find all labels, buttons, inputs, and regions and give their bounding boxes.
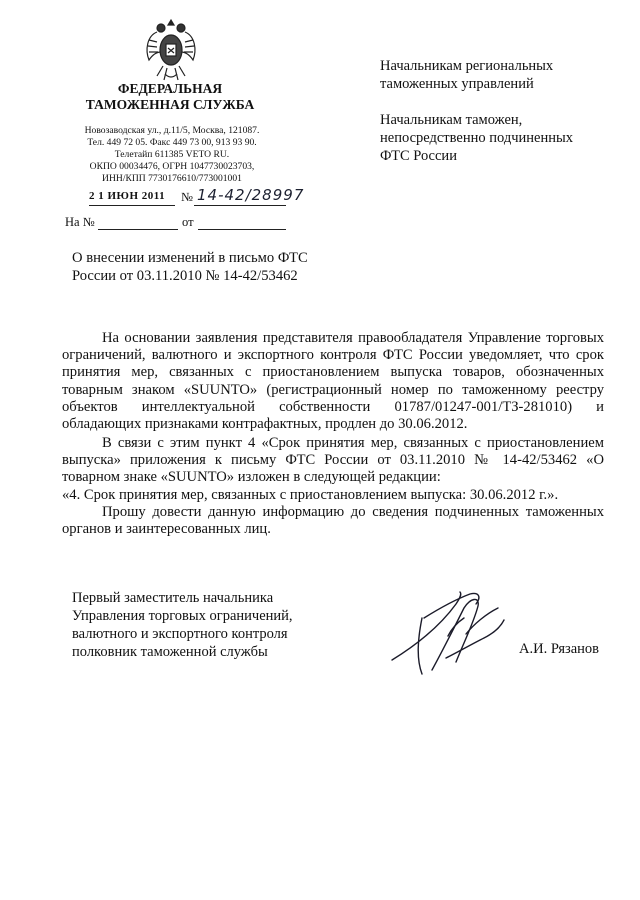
- letter-subject: О внесении изменений в письмо ФТС России от 03.11.2010 № 14-42/53462: [72, 250, 308, 284]
- number-underline: [194, 205, 286, 206]
- address-line: Телетайп 611385 VETO RU.: [114, 149, 230, 160]
- organization-name-line1: ФЕДЕРАЛЬНАЯ: [117, 81, 223, 96]
- signatory-title-line: Первый заместитель начальника: [72, 590, 274, 606]
- handwritten-signature-icon: [388, 578, 512, 682]
- outgoing-number: 14-42/28997: [197, 186, 305, 204]
- addressee-customs-line3: ФТС России: [380, 148, 457, 164]
- body-paragraph-3: «4. Срок принятия мер, связанных с приостановлением выпуска: 30.06.2012 г.».: [62, 487, 559, 503]
- date-underline: [89, 205, 175, 206]
- signatory-name: А.И. Рязанов: [519, 641, 600, 657]
- address-line: Тел. 449 72 05. Факс 449 73 00, 913 93 90.: [87, 137, 257, 148]
- organization-name-line2: ТАМОЖЕННАЯ СЛУЖБА: [85, 97, 255, 112]
- eagle-emblem-icon: [143, 16, 199, 84]
- signatory-title: [72, 589, 293, 661]
- body-paragraph-4: Прошу довести данную информацию до сведения подчиненных таможенных органов и заинтересованных лиц.: [62, 504, 604, 538]
- addressee-regional-line2: таможенных управлений: [380, 76, 534, 92]
- body-paragraph-1: На основании заявления представителя правообладателя Управление торговых ограничений, валютного и экспортного контроля ФТС России уведомляет, что срок принятия мер, связанных с приостановлением выпуска товаров, обозначенных товарным знаком «SUUNTO» (регистрационный номер по таможенному реестру объектов интеллектуальной собственности 01787/01247-001/ТЗ-281010) и обладающих признаками контрафактных, продлен до 30.06.2012.: [62, 330, 604, 433]
- date-stamp: 2 1 ИЮН 2011: [89, 190, 166, 202]
- ref-from-label: от: [182, 215, 194, 229]
- signatory-title-line: валютного и экспортного контроля: [72, 626, 288, 642]
- addressee-customs-line2: непосредственно подчиненных: [380, 130, 573, 146]
- number-sign: №: [181, 190, 193, 204]
- address-line: ИНН/КПП 7730176610/773001001: [102, 173, 242, 184]
- ref-number-underline: [98, 229, 178, 230]
- address-line: ОКПО 00034476, ОГРН 1047730023703,: [89, 161, 255, 172]
- address-line: Новозаводская ул., д.11/5, Москва, 121087.: [84, 125, 260, 136]
- ref-date-underline: [198, 229, 286, 230]
- signatory-title-line: Управления торговых ограничений,: [72, 608, 293, 624]
- ref-label: На №: [65, 215, 95, 229]
- addressee-customs-line1: Начальникам таможен,: [380, 112, 523, 128]
- body-paragraph-2: В связи с этим пункт 4 «Срок принятия мер, связанных с приостановлением выпуска» приложения к письму ФТС России от 03.11.2010 № 14-42/53462 «О товарном знаке «SUUNTO» изложен в следующей редакции:: [62, 435, 604, 486]
- addressee-regional-line1: Начальникам региональных: [380, 58, 554, 74]
- signatory-title-line: полковник таможенной службы: [72, 644, 268, 660]
